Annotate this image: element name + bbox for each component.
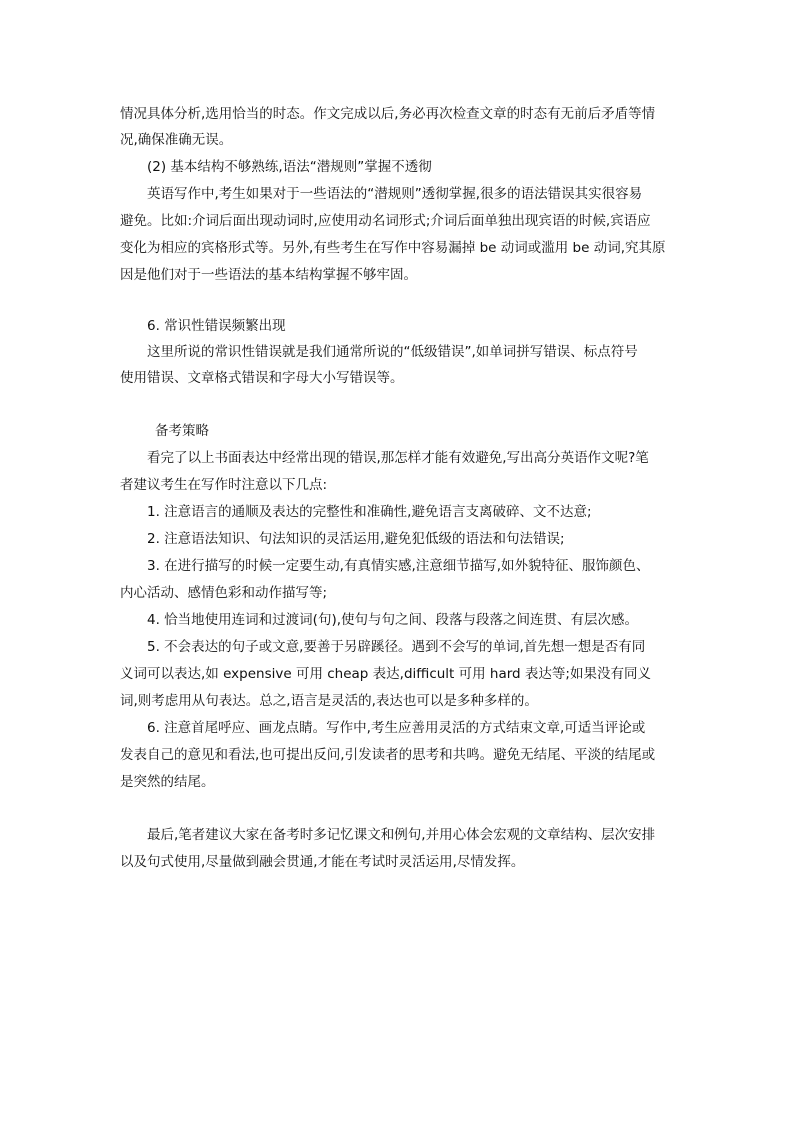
list-item: 2. 注意语法知识、句法知识的灵活运用,避免犯低级的语法和句法错误; xyxy=(147,531,565,547)
section-heading: (2) 基本结构不够熟练,语法“潜规则”掌握不透彻 xyxy=(147,159,432,175)
list-item: 5. 不会表达的句子或文意,要善于另辟蹊径。遇到不会写的单词,首先想一想是否有同 xyxy=(147,639,646,655)
text-line: 看完了以上书面表达中经常出现的错误,那怎样才能有效避免,写出高分英语作文呢?笔 xyxy=(147,450,649,466)
text-line: 因是他们对于一些语法的基本结构掌握不够牢固。 xyxy=(120,267,417,283)
list-item-continued: 发表自己的意见和看法,也可提出反问,引发读者的思考和共鸣。避免无结尾、平淡的结尾或 xyxy=(120,747,656,763)
text-line: 者建议考生在写作时注意以下几点: xyxy=(120,477,328,493)
text-line: 况,确保准确无误。 xyxy=(120,132,233,148)
list-item-continued: 内心活动、感情色彩和动作描写等; xyxy=(120,585,328,601)
list-item-continued: 义词可以表达,如 expensive 可用 cheap 表达,difficult 可用 hard 表达等;如果没有同义 xyxy=(120,666,651,682)
section-heading: 6. 常识性错误频繁出现 xyxy=(147,318,286,334)
text-line: 英语写作中,考生如果对于一些语法的“潜规则”透彻掌握,很多的语法错误其实很容易 xyxy=(147,186,643,202)
list-item-continued: 是突然的结尾。 xyxy=(120,774,215,790)
list-item: 4. 恰当地使用连词和过渡词(句),使句与句之间、段落与段落之间连贯、有层次感。 xyxy=(147,612,638,628)
text-line: 这里所说的常识性错误就是我们通常所说的“低级错误”,如单词拼写错误、标点符号 xyxy=(147,344,638,360)
text-line: 使用错误、文章格式错误和字母大小写错误等。 xyxy=(120,370,404,386)
list-item-continued: 词,则考虑用从句表达。总之,语言是灵活的,表达也可以是多种多样的。 xyxy=(120,693,538,709)
list-item: 3. 在进行描写的时候一定要生动,有真情实感,注意细节描写,如外貌特征、服饰颜色、 xyxy=(147,558,650,574)
text-line: 最后,笔者建议大家在备考时多记忆课文和例句,并用心体会宏观的文章结构、层次安排 xyxy=(147,827,656,843)
list-item: 1. 注意语言的通顺及表达的完整性和准确性,避免语言支离破碎、文不达意; xyxy=(147,504,592,520)
text-line: 以及句式使用,尽量做到融会贯通,才能在考试时灵活运用,尽情发挥。 xyxy=(120,854,525,870)
text-line: 变化为相应的宾格形式等。另外,有些考生在写作中容易漏掉 be 动词或滥用 be 动词,究其原 xyxy=(120,240,666,256)
text-line: 情况具体分析,选用恰当的时态。作文完成以后,务必再次检查文章的时态有无前后矛盾等情 xyxy=(120,106,656,122)
section-heading: 备考策略 xyxy=(155,423,209,439)
text-line: 避免。比如:介词后面出现动词时,应使用动名词形式;介词后面单独出现宾语的时候,宾语应 xyxy=(120,213,651,229)
list-item: 6. 注意首尾呼应、画龙点睛。写作中,考生应善用灵活的方式结束文章,可适当评论或 xyxy=(147,720,646,736)
